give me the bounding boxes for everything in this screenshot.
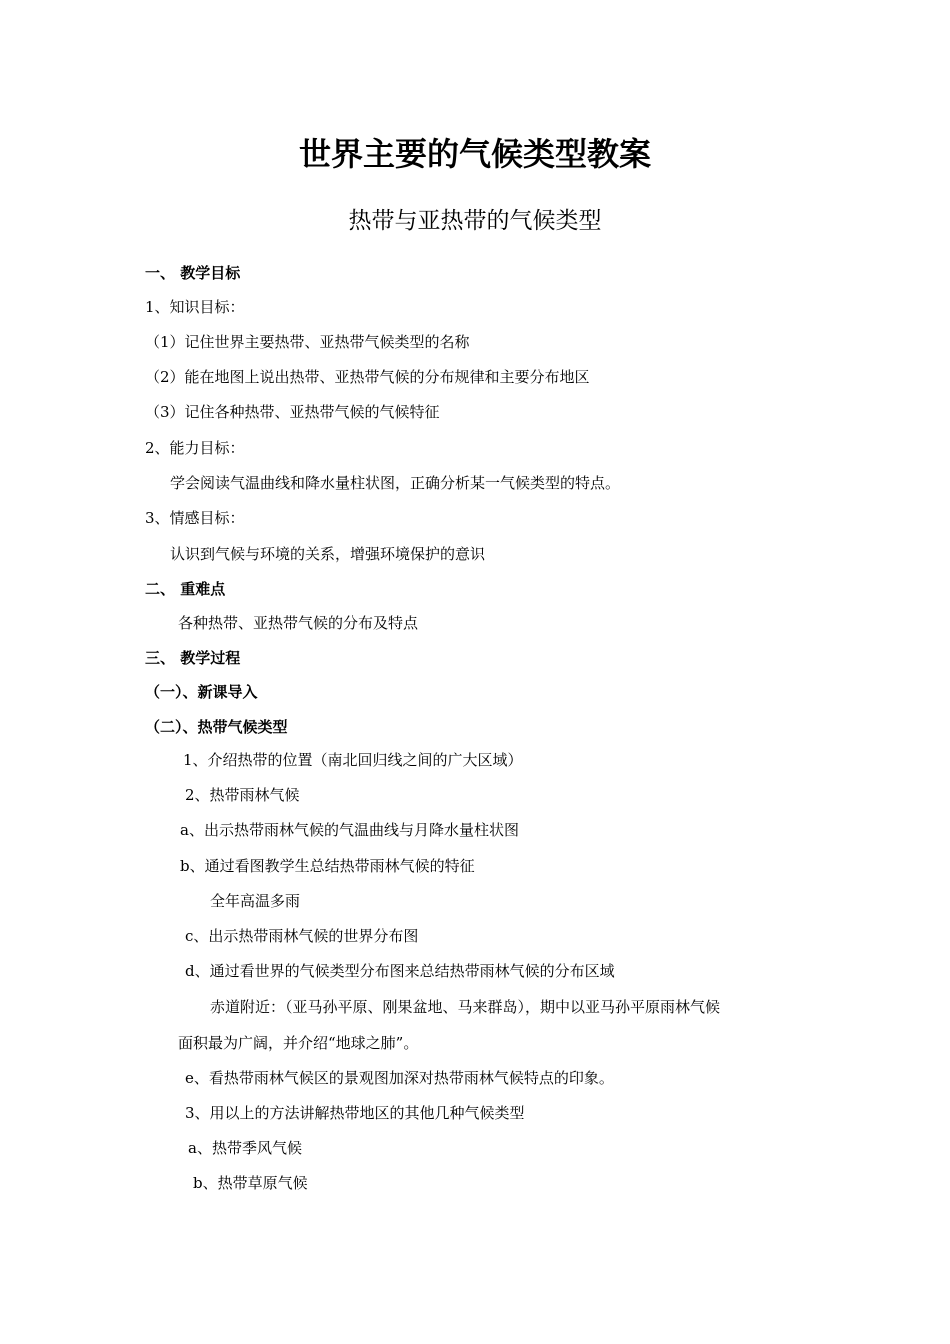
text-line: （3）记住各种热带、亚热带气候的气候特征 xyxy=(145,403,440,421)
document-subtitle: 热带与亚热带的气候类型 xyxy=(348,208,602,234)
text-line: 面积最为广阔，并介绍“地球之肺”。 xyxy=(178,1034,419,1052)
text-line: （1）记住世界主要热带、亚热带气候类型的名称 xyxy=(145,333,470,351)
text-line: e、看热带雨林气候区的景观图加深对热带雨林气候特点的印象。 xyxy=(185,1069,614,1087)
text-line: 1、介绍热带的位置（南北回归线之间的广大区域） xyxy=(183,751,523,769)
text-line: a、热带季风气候 xyxy=(188,1139,302,1157)
text-line: （2）能在地图上说出热带、亚热带气候的分布规律和主要分布地区 xyxy=(145,368,590,386)
text-line: d、通过看世界的气候类型分布图来总结热带雨林气候的分布区域 xyxy=(185,962,615,980)
text-line: 2、热带雨林气候 xyxy=(185,786,300,804)
text-line: c、出示热带雨林气候的世界分布图 xyxy=(185,927,419,945)
subsection-heading: （一）、新课导入 xyxy=(145,683,258,701)
subsection-heading: （二）、热带气候类型 xyxy=(145,718,288,736)
text-line: 各种热带、亚热带气候的分布及特点 xyxy=(178,614,419,632)
text-line: b、通过看图教学生总结热带雨林气候的特征 xyxy=(180,857,475,875)
text-line: 3、用以上的方法讲解热带地区的其他几种气候类型 xyxy=(185,1104,525,1122)
text-line: 认识到气候与环境的关系，增强环境保护的意识 xyxy=(170,545,486,563)
text-line: 2、能力目标： xyxy=(145,439,245,457)
text-line: 1、知识目标： xyxy=(145,298,245,316)
text-line: a、出示热带雨林气候的气温曲线与月降水量柱状图 xyxy=(180,821,519,839)
text-line: 全年高温多雨 xyxy=(210,892,301,910)
document-title: 世界主要的气候类型教案 xyxy=(298,135,651,173)
section-heading-process: 三、 教学过程 xyxy=(145,649,241,667)
text-line: 学会阅读气温曲线和降水量柱状图，正确分析某一气候类型的特点。 xyxy=(170,474,621,492)
section-heading-key-points: 二、 重难点 xyxy=(145,580,226,598)
text-line: 3、情感目标： xyxy=(145,509,245,527)
text-line: 赤道附近：（亚马孙平原、刚果盆地、马来群岛），期中以亚马孙平原雨林气候 xyxy=(210,998,721,1016)
text-line: b、热带草原气候 xyxy=(193,1174,308,1192)
section-heading-objectives: 一、 教学目标 xyxy=(145,264,241,282)
